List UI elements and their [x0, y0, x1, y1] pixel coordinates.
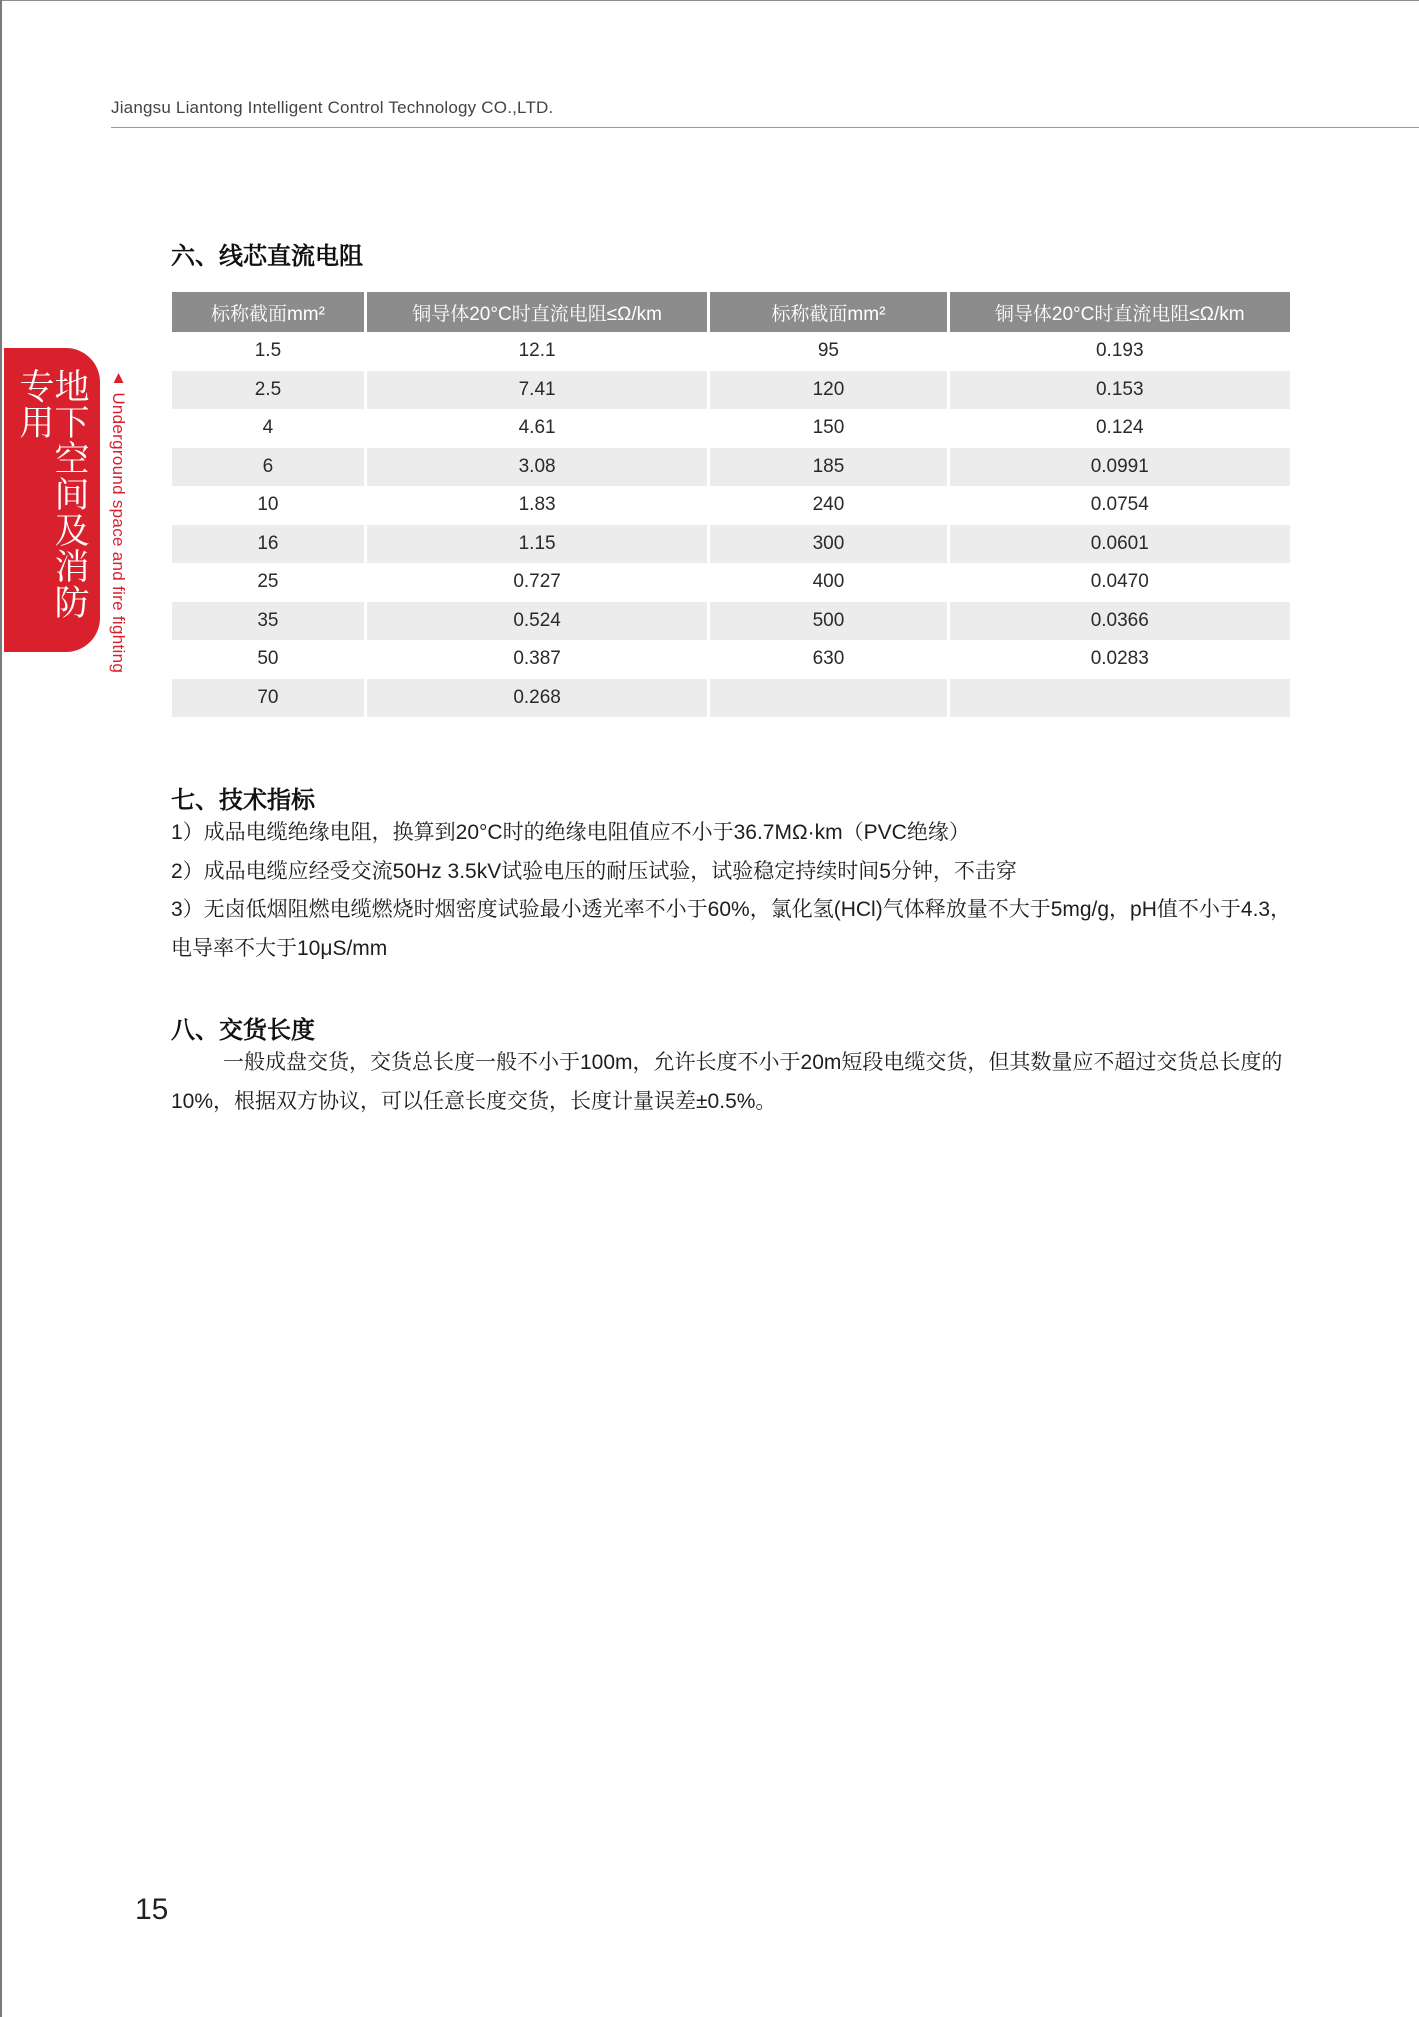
table-row — [172, 371, 1290, 410]
table-cell: 185 — [710, 448, 946, 487]
table-cell: 0.268 — [367, 679, 707, 718]
table-cell: 10 — [172, 486, 364, 525]
table-row — [172, 409, 1290, 448]
table-cell: 630 — [710, 640, 946, 679]
table-cell: 0.387 — [367, 640, 707, 679]
table-cell: 400 — [710, 563, 946, 602]
spec-item-2: 2）成品电缆应经受交流50Hz 3.5kV试验电压的耐压试验，试验稳定持续时间5分钟，不击穿 — [171, 859, 1017, 883]
table-cell: 0.0366 — [950, 602, 1290, 641]
table-cell: 25 — [172, 563, 364, 602]
table-row — [172, 563, 1290, 602]
spec-item-3: 3）无卤低烟阻燃电缆燃烧时烟密度试验最小透光率不小于60%，氯化氢(HCl)气体释放量不大于5mg/g，pH值不小于4.3，电导率不大于10μS/mm — [171, 898, 1292, 960]
table-cell: 1.15 — [367, 525, 707, 564]
table-cell: 4.61 — [367, 409, 707, 448]
header-resistance-1: 铜导体20°C时直流电阻≤Ω/km — [367, 292, 707, 332]
table-cell — [950, 679, 1290, 718]
delivery-length-text — [171, 1044, 1293, 1121]
table-row — [172, 525, 1290, 564]
table-cell: 300 — [710, 525, 946, 564]
table-row — [172, 486, 1290, 525]
table-cell: 0.727 — [367, 563, 707, 602]
technical-specs — [171, 814, 1293, 968]
page-number: 15 — [135, 1893, 169, 1926]
table-cell: 150 — [710, 409, 946, 448]
spec-item-1: 1）成品电缆绝缘电阻，换算到20°C时的绝缘电阻值应不小于36.7MΩ·km（PVC绝缘） — [171, 821, 970, 844]
table-cell: 120 — [710, 371, 946, 410]
table-cell: 0.193 — [950, 332, 1290, 371]
table-cell: 12.1 — [367, 332, 707, 371]
section-6-heading: 六、线芯直流电阻 — [171, 243, 363, 270]
header-cross-section-1: 标称截面mm² — [172, 292, 364, 332]
table-header-row — [172, 292, 1290, 332]
table-cell: 0.0601 — [950, 525, 1290, 564]
header-cross-section-2: 标称截面mm² — [710, 292, 946, 332]
table-cell: 4 — [172, 409, 364, 448]
side-category-tab — [4, 348, 100, 652]
table-cell — [710, 679, 946, 718]
header-divider — [111, 127, 1419, 128]
table-cell: 50 — [172, 640, 364, 679]
table-row — [172, 332, 1290, 371]
table-cell: 0.124 — [950, 409, 1290, 448]
table-row — [172, 448, 1290, 487]
table-cell: 7.41 — [367, 371, 707, 410]
table-cell: 6 — [172, 448, 364, 487]
table-cell: 1.83 — [367, 486, 707, 525]
table-cell: 35 — [172, 602, 364, 641]
header-resistance-2: 铜导体20°C时直流电阻≤Ω/km — [950, 292, 1290, 332]
table-cell: 240 — [710, 486, 946, 525]
table-row — [172, 640, 1290, 679]
table-cell: 0.524 — [367, 602, 707, 641]
resistance-table — [169, 292, 1293, 717]
page-left-border — [0, 0, 2, 2017]
table-cell: 3.08 — [367, 448, 707, 487]
table-cell: 0.153 — [950, 371, 1290, 410]
table-cell: 16 — [172, 525, 364, 564]
side-english-label: ▲ Underground space and fire fighting — [109, 368, 128, 674]
table-cell: 2.5 — [172, 371, 364, 410]
section-8-heading: 八、交货长度 — [171, 1017, 315, 1044]
table-cell: 1.5 — [172, 332, 364, 371]
table-cell: 0.0283 — [950, 640, 1290, 679]
table-cell: 500 — [710, 602, 946, 641]
table-row — [172, 602, 1290, 641]
side-tab-label: 地下空间及消防专用 — [15, 368, 89, 620]
table-cell: 0.0470 — [950, 563, 1290, 602]
section-7-heading: 七、技术指标 — [171, 787, 315, 814]
page-top-border — [0, 0, 1419, 1]
table-row — [172, 679, 1290, 718]
table-cell: 0.0754 — [950, 486, 1290, 525]
table-cell: 95 — [710, 332, 946, 371]
delivery-paragraph: 一般成盘交货，交货总长度一般不小于100m，允许长度不小于20m短段电缆交货，但其数量应不超过交货总长度的10%，根据双方协议，可以任意长度交货，长度计量误差±0.5%。 — [171, 1051, 1283, 1113]
table-cell: 0.0991 — [950, 448, 1290, 487]
table-cell: 70 — [172, 679, 364, 718]
company-header: Jiangsu Liantong Intelligent Control Technology CO.,LTD. — [111, 98, 554, 117]
